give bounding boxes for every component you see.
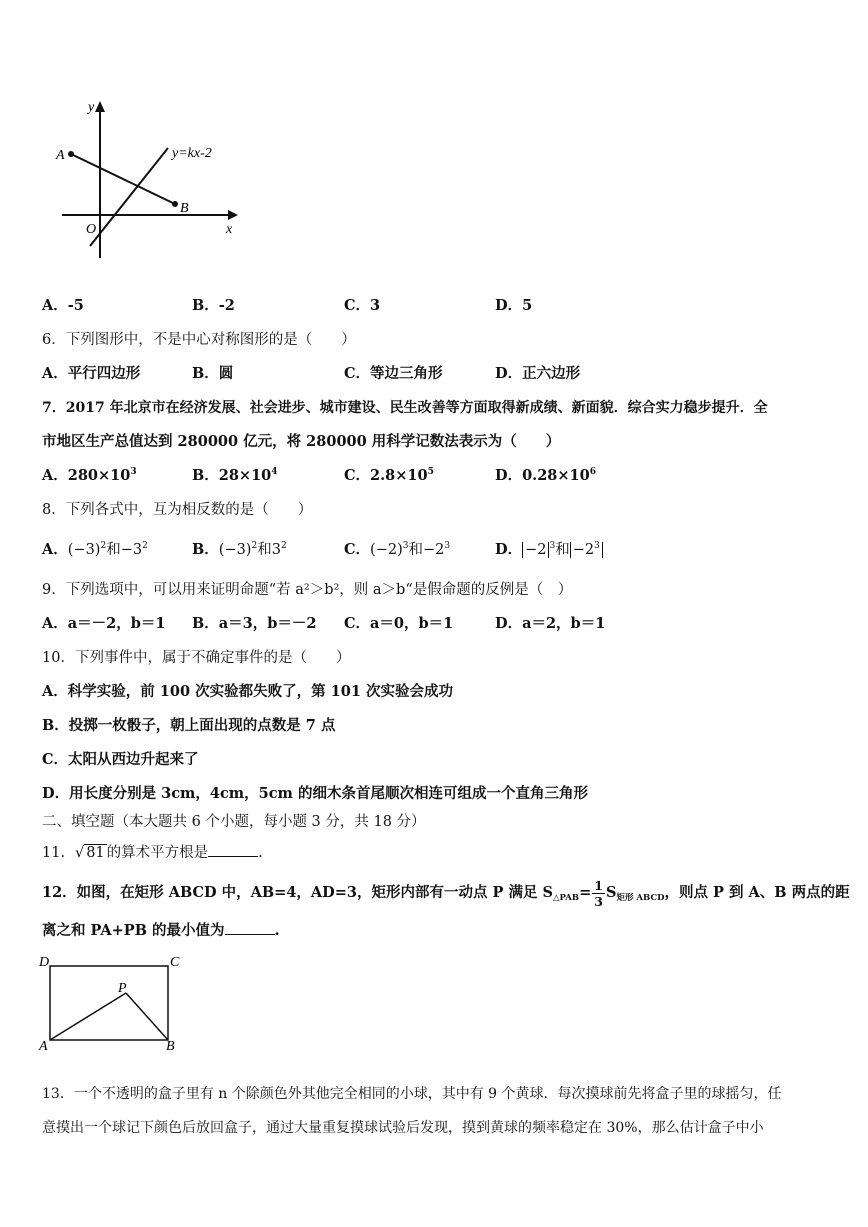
q10-option-c[interactable]: C．太阳从西边升起来了 — [42, 751, 199, 768]
y-axis-arrow — [95, 101, 105, 112]
q5-option-b[interactable]: B．-2 — [192, 297, 235, 314]
q5-option-a[interactable]: A．-5 — [42, 297, 84, 314]
q5-option-c[interactable]: C．3 — [344, 297, 381, 314]
section2-title: 二、填空题（本大题共 6 个小题，每小题 3 分，共 18 分） — [42, 814, 426, 830]
q7-option-d[interactable]: D．$0.28\times 10^6$ — [495, 467, 596, 484]
label-b: B — [166, 1039, 175, 1054]
q10-option-d[interactable]: D．用长度分别是 3cm，4cm，5cm 的细木条首尾顺次相连可组成一个直角三角形 — [42, 785, 588, 802]
q8-stem: 8．下列各式中，互为相反数的是（ ） — [42, 502, 313, 518]
label-c: C — [170, 955, 180, 970]
q10-option-b[interactable]: B．投掷一枚骰子，朝上面出现的点数是 7 点 — [42, 717, 336, 734]
line-kx-2 — [90, 148, 168, 246]
line-ab — [71, 154, 175, 204]
q6-option-c[interactable]: C．等边三角形 — [344, 365, 443, 382]
q6-option-a[interactable]: A．平行四边形 — [42, 365, 141, 382]
q9-option-d[interactable]: D．a＝2，b＝1 — [495, 615, 606, 632]
q9-option-a[interactable]: A．a＝－2，b＝1 — [42, 615, 166, 632]
q7-option-a[interactable]: A．$280\times 10^3$ — [42, 467, 137, 484]
label-p: P — [118, 981, 127, 996]
point-b-label: B — [180, 201, 189, 216]
q7-option-c[interactable]: C．$2.8\times 10^5$ — [344, 467, 434, 484]
q7-stem-line2: 市地区生产总值达到 280000 亿元，将 280000 用科学记数法表示为（ ） — [42, 433, 561, 450]
q6-stem: 6．下列图形中，不是中心对称图形的是（ ） — [42, 332, 356, 348]
q8-option-b[interactable]: B．$(-3)^2$和$3^2$ — [192, 541, 287, 558]
q11-stem: 11．√ 81 的算术平方根是 . — [42, 842, 263, 863]
x-axis-label: x — [226, 222, 233, 237]
line-label: y=kx-2 — [172, 146, 212, 161]
q13-stem-line2: 意摸出一个球记下颜色后放回盒子，通过大量重复摸球试验后发现，摸到黄球的频率稳定在 30%，那么估计盒子中小 — [42, 1120, 764, 1136]
q5-coordinate-figure — [52, 96, 252, 261]
segment-pb — [126, 993, 168, 1040]
label-a: A — [39, 1039, 48, 1054]
q5-option-d[interactable]: D．5 — [495, 297, 533, 314]
q7-option-b[interactable]: B．$28\times 10^4$ — [192, 467, 278, 484]
q13-stem-line1: 13．一个不透明的盒子里有 n 个除颜色外其他完全相同的小球，其中有 9 个黄球．每次摸球前先将盒子里的球摇匀，任 — [42, 1086, 782, 1102]
q8-option-c[interactable]: C．$(-2)^3$和$-2^3$ — [344, 541, 451, 558]
q9-stem: 9．下列选项中，可以用来证明命题“若 a²＞b²，则 a＞b“是假命题的反例是（ ） — [42, 582, 573, 598]
q7-stem-line1: 7．2017 年北京市在经济发展、社会进步、城市建设、民生改善等方面取得新成绩、新面貌．综合实力稳步提升．全 — [42, 400, 768, 416]
q12-stem-line1: 12．如图，在矩形 ABCD 中，AB=4，AD=3，矩形内部有一动点 P 满足 $S_{\triangle PAB}=$ $\frac{1}{3}$ $S_{矩形 ABCD}$，则点 P 到 A、B 两点的距 — [42, 877, 850, 909]
q10-option-a[interactable]: A．科学实验，前 100 次实验都失败了，第 101 次实验会成功 — [42, 683, 453, 700]
q8-option-d[interactable]: D． −2 $^3$和 $-2^3$ — [495, 540, 603, 560]
q12-answer-blank[interactable] — [225, 920, 275, 935]
q8-option-a[interactable]: A．$(-3)^2$和$-3^2$ — [42, 541, 148, 558]
point-b-dot — [172, 201, 178, 207]
q12-rectangle-figure — [36, 950, 196, 1060]
y-axis-label: y — [88, 100, 95, 115]
q6-option-d[interactable]: D．正六边形 — [495, 365, 581, 382]
q11-radicand: 81 — [86, 845, 105, 861]
x-axis-arrow — [228, 210, 238, 220]
point-a-label: A — [56, 148, 65, 163]
q11-answer-blank[interactable] — [208, 842, 258, 857]
q10-stem: 10．下列事件中，属于不确定事件的是（ ） — [42, 650, 351, 666]
q12-fraction: $\frac{1}{3}$ — [594, 877, 603, 909]
q6-option-b[interactable]: B．圆 — [192, 365, 234, 382]
q12-stem-line2: 离之和 PA+PB 的最小值为 . — [42, 922, 280, 939]
segment-pa — [50, 993, 126, 1040]
q9-option-b[interactable]: B．a＝3，b＝－2 — [192, 615, 317, 632]
origin-label: O — [86, 222, 97, 237]
point-a-dot — [68, 151, 74, 157]
q9-option-c[interactable]: C．a＝0，b＝1 — [344, 615, 454, 632]
label-d: D — [39, 955, 50, 970]
